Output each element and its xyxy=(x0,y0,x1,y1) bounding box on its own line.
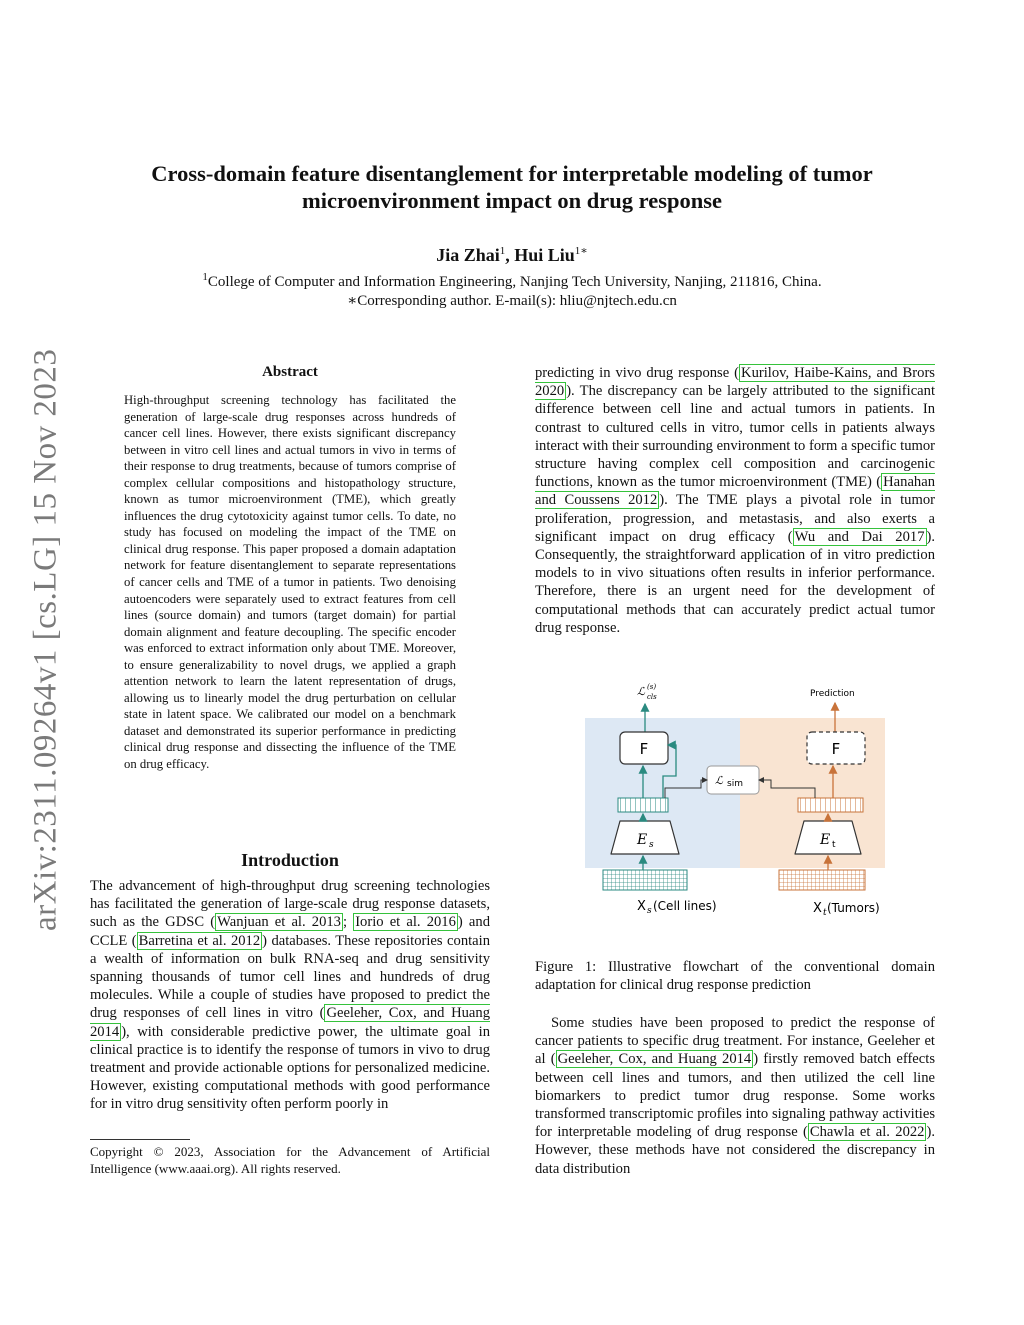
body-text: ). Consequently, the straightforward application of in vitro prediction models to in vivo situations often results in inferior performance. Therefore, there is an urgent need for the development of computational methods that can accurately predict actual tumor drug response. xyxy=(535,528,936,636)
loss-cls-sub: cls xyxy=(647,693,657,701)
author-name: Jia Zhai xyxy=(436,245,500,265)
domain-adaptation-figure xyxy=(575,678,905,918)
citation-link[interactable]: Hanahan and Coussens 2012 xyxy=(535,474,935,509)
author-separator: , xyxy=(505,245,515,265)
xs-label: X xyxy=(637,899,646,914)
classifier-f-source-label: F xyxy=(639,740,649,758)
encoder-target-label: E xyxy=(820,832,831,848)
author-affil-mark: 1 xyxy=(499,245,506,257)
loss-cls-sup: (s) xyxy=(647,683,657,691)
encoder-target-sub: t xyxy=(832,840,836,850)
source-feature-vector xyxy=(618,798,668,812)
paper-title: Cross-domain feature disentanglement for interpretable modeling of tumor microenvironment impact on drug response xyxy=(151,161,873,213)
target-input-matrix xyxy=(779,870,865,890)
loss-sim-sub: sim xyxy=(727,779,743,789)
affiliation xyxy=(100,268,924,311)
introduction-heading: Introduction xyxy=(241,850,339,870)
body-text: ). However, these methods have not considered the discrepancy in data distribution xyxy=(535,1124,935,1177)
body-text: Some studies have been proposed to predict the response of cancer patients to specific drug treatment. For instance, Geeleher et al ( xyxy=(535,1015,935,1068)
citation-link[interactable]: Wu and Dai 2017 xyxy=(794,528,925,545)
right-column-paragraph xyxy=(535,364,935,637)
citation-link[interactable]: Geeleher, Cox, and Huang 2014 xyxy=(90,1005,490,1040)
body-text: ). The discrepancy can be largely attributed to the significant difference between cell line and actual tumors in patients. In contrast to cultured cells in vitro, tumor cells in patients always interact with their surrounding environment to form a specific tumor structure having complex cell composition and carcinogenic functions, known as the tumor microenvironment (TME) ( xyxy=(535,383,936,491)
author-affil-mark: 1∗ xyxy=(574,245,588,257)
citation-link[interactable]: Barretina et al. 2012 xyxy=(138,932,261,949)
body-text: ) and CCLE ( xyxy=(90,914,490,949)
prediction-label: Prediction xyxy=(810,689,855,699)
author-name: Hui Liu xyxy=(514,245,575,265)
target-feature-vector xyxy=(798,798,863,812)
loss-cls-label: ℒ xyxy=(637,685,645,698)
encoder-source-label: E xyxy=(637,832,648,848)
affiliation-line: College of Computer and Information Engineering, Nanjing Tech University, Nanjing, 211816, China. xyxy=(207,274,822,290)
body-text: ; xyxy=(342,914,354,931)
introduction-paragraph xyxy=(90,877,490,1114)
arxiv-identifier: arXiv:2311.09264v1 [cs.LG] 15 Nov 2023 xyxy=(27,348,64,932)
body-text: ) firstly removed batch effects between cell lines and tumors, and then utilized the cell line biomarkers to predict tumor drug response. Some works transformed transcriptomic profiles into signaling pathway activities for interpretable modeling of drug response ( xyxy=(535,1051,935,1141)
body-text: ), with considerable predictive power, the ultimate goal in clinical practice is to identify the response of tumors in vivo to drug treatment and provide actionable options for personalized medicine. However, existing computational methods with good performance for in vitro drug sensitivity often perform poorly in xyxy=(90,1023,490,1113)
body-text: The advancement of high-throughput drug screening technologies has facilitated the generation of large-scale drug response datasets, such as the GDSC ( xyxy=(90,878,490,931)
authors xyxy=(100,244,924,266)
body-text: predicting in vivo drug response ( xyxy=(535,365,740,381)
abstract-heading: Abstract xyxy=(262,364,318,380)
loss-sim-label: ℒ xyxy=(715,774,723,787)
xs-description: (Cell lines) xyxy=(653,899,717,913)
citation-link[interactable]: Kurilov, Haibe-Kains, and Brors 2020 xyxy=(535,365,935,400)
xt-description: (Tumors) xyxy=(827,901,880,915)
right-column-paragraph-2 xyxy=(535,1014,935,1178)
affil-mark: 1 xyxy=(202,271,208,283)
corresponding-author: ∗Corresponding author. E-mail(s): hliu@njtech.edu.cn xyxy=(347,293,677,309)
xt-label: X xyxy=(813,901,822,916)
citation-link[interactable]: Chawla et al. 2022 xyxy=(809,1124,925,1141)
classifier-f-target-label: F xyxy=(831,740,841,758)
abstract-text: High-throughput screening technology has facilitated the generation of large-scale drug responses across hundreds of cancer cell lines. However, there exists significant discrepancy between in vitro cell lines and actual tumors in vivo in terms of their response to drug treatments, because of tumors comprise of complex cellular compositions and histopathology structure, known as tumor microenvironment (TME), which greatly influences the drug cytotoxicity against tumor cells. To date, no study has focused on modeling the impact of the TME on clinical drug response. This paper proposed a domain adaptation network for feature disentanglement to separate representations of cancer cells and TME of a tumor in patients. Two denoising autoencoders were separately used to extract features from cell lines (source domain) and tumors (target domain) for partial domain alignment and feature decoupling. The specific encoder was enforced to extract information only about TME. Moreover, to ensure generalizability to novel drugs, we applied a graph attention network to learn the latent representation of drugs, allowing us to linearly model the drug perturbation on cellular state in latent space. We calibrated our model on a benchmark dataset and demonstrated its superior performance in predicting clinical drug response and dissecting the influence of the TME on drug efficacy. xyxy=(124,393,456,772)
source-input-matrix xyxy=(603,870,687,890)
citation-link[interactable]: Geeleher, Cox, and Huang 2014 xyxy=(557,1051,752,1068)
citation-link[interactable]: Wanjuan et al. 2013 xyxy=(217,914,341,931)
citation-link[interactable]: Iorio et al. 2016 xyxy=(355,914,456,931)
xs-sub: s xyxy=(647,906,652,916)
encoder-source-sub: s xyxy=(649,840,654,850)
xt-sub: t xyxy=(823,908,827,918)
body-text: ). The TME plays a pivotal role in tumor proliferation, progression, and metastasis, and also exerts a significant impact on drug efficacy ( xyxy=(535,492,935,545)
footnote-rule xyxy=(90,1139,190,1140)
body-text: ) databases. These repositories contain a wealth of information on bulk RNA-seq and drug sensitivity spanning thousands of tumor cell lines and hundreds of drug molecules. While a couple of studies have proposed to predict the drug responses of cell lines in vitro ( xyxy=(90,932,490,1022)
copyright-footnote: Copyright © 2023, Association for the Advancement of Artificial Intelligence (www.aaai.org). All rights reserved. xyxy=(90,1144,490,1176)
figure-caption: Figure 1: Illustrative flowchart of the conventional domain adaptation for clinical drug response prediction xyxy=(535,959,935,994)
